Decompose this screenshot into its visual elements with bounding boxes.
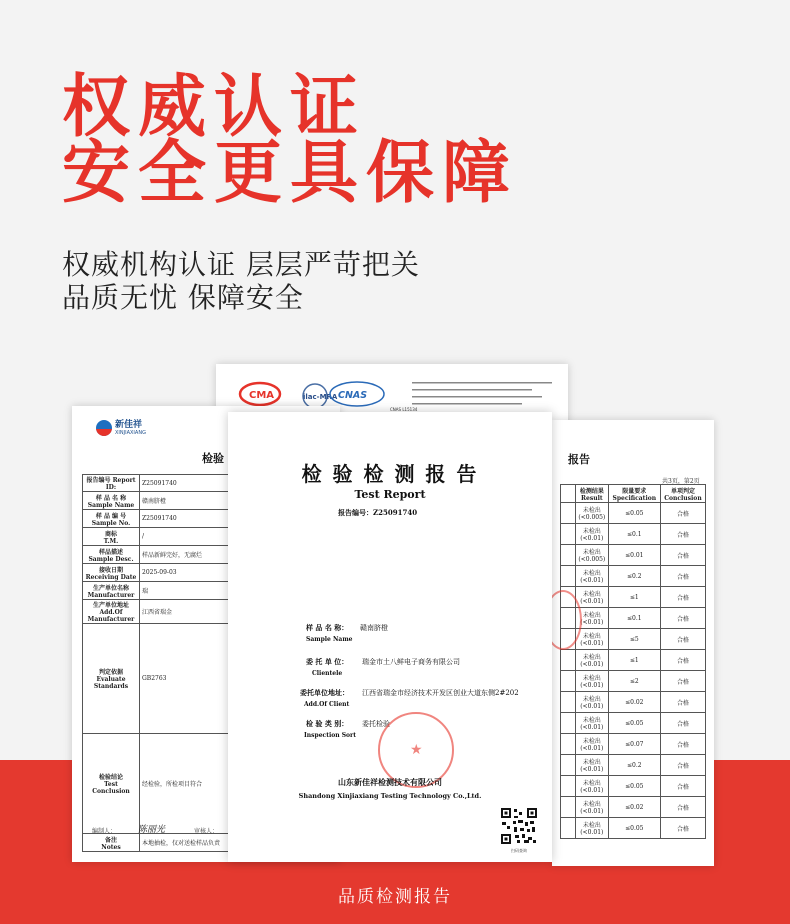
- qr-code: [500, 807, 538, 845]
- report-right-sheet: [552, 420, 714, 866]
- right-table-row: [561, 692, 706, 713]
- right-row-index-cell: [561, 524, 576, 545]
- client-addr-label-cn: 委托单位地址：: [300, 688, 349, 697]
- cnas-number: CNAS L15134: [390, 407, 418, 412]
- right-row-spec: ≤0.1: [608, 608, 660, 629]
- footer-caption: 品质检测报告: [338, 887, 452, 907]
- left-row-value: 瑞: [140, 582, 338, 600]
- right-row-concl: 合格: [660, 713, 705, 734]
- right-row-concl: 合格: [660, 776, 705, 797]
- left-row-label: 商标 T.M.: [83, 528, 140, 546]
- xinjiaxiang-logo-icon: [96, 420, 112, 436]
- right-row-result: 未检出 (<0.01): [576, 776, 609, 797]
- right-table-row: [561, 524, 706, 545]
- sample-name-value: 赣南脐橙: [360, 624, 388, 632]
- seal-star-icon: ★: [410, 742, 423, 758]
- right-row-result: 未检出 (<0.01): [576, 650, 609, 671]
- right-table-row: [561, 818, 706, 839]
- right-table-row: [561, 650, 706, 671]
- right-heading-fragment: 报告: [568, 453, 590, 466]
- right-row-result: 未检出 (<0.01): [576, 818, 609, 839]
- left-row-value: GB2763: [140, 624, 338, 734]
- right-table-row: [561, 545, 706, 566]
- right-table-row: [561, 587, 706, 608]
- right-row-result: 未检出 (<0.01): [576, 797, 609, 818]
- right-row-result: 未检出 (<0.005): [576, 545, 609, 566]
- left-row-label: 判定依据 Evaluate Standards: [83, 624, 140, 734]
- right-row-concl: 合格: [660, 608, 705, 629]
- left-row-value: 江西省瑞金: [140, 600, 338, 624]
- right-table-row: [561, 734, 706, 755]
- right-row-spec: ≤0.01: [608, 545, 660, 566]
- right-table-row: [561, 503, 706, 524]
- right-row-result: 未检出 (<0.005): [576, 503, 609, 524]
- right-row-index-cell: [561, 818, 576, 839]
- right-table-row: [561, 797, 706, 818]
- report-title-en: Test Report: [354, 488, 426, 501]
- right-row-concl: 合格: [660, 629, 705, 650]
- right-page-info: 共3页，第2页: [662, 478, 700, 485]
- right-table-row: [561, 608, 706, 629]
- left-heading-fragment: 检验: [202, 452, 224, 465]
- right-row-spec: ≤0.05: [608, 503, 660, 524]
- client-label-cn: 委 托 单 位：: [306, 657, 349, 666]
- org-name-en: Shandong Xinjiaxiang Testing Technology Co.,Ltd.: [298, 792, 482, 800]
- client-addr-value: 江西省瑞金市经济技术开发区创业大道东侧2#202: [362, 689, 519, 697]
- right-row-spec: ≤0.1: [608, 524, 660, 545]
- right-table-row: [561, 629, 706, 650]
- back-sheet-address-lines: [412, 382, 552, 405]
- right-row-result: 未检出 (<0.01): [576, 566, 609, 587]
- report-title-cn: 检 验 检 测 报 告: [301, 462, 479, 486]
- left-row-label: 生产单位地址 Add.Of Manufacturer: [83, 600, 140, 624]
- right-row-spec: ≤2: [608, 671, 660, 692]
- ilac-label: ilac-MRA: [303, 393, 338, 401]
- left-row-label: 样 品 名 称 Sample Name: [83, 492, 140, 510]
- right-row-result: 未检出 (<0.01): [576, 524, 609, 545]
- cma-label: CMA: [249, 390, 275, 401]
- inspect-label-en: Inspection Sort: [304, 732, 356, 739]
- header-result: 检测结果 Result: [576, 485, 609, 503]
- right-row-result: 未检出 (<0.01): [576, 755, 609, 776]
- right-row-index-cell: [561, 650, 576, 671]
- left-row-label: 样品描述 Sample Desc.: [83, 546, 140, 564]
- right-results-table: [560, 484, 706, 839]
- left-row-value: 本地抽检，仅对送检样品负责: [140, 834, 338, 852]
- report-number-label: 报告编号：: [338, 508, 373, 517]
- right-row-concl: 合格: [660, 650, 705, 671]
- ilac-logo: [303, 384, 338, 408]
- inspect-label-cn: 检 验 类 别：: [306, 719, 349, 728]
- sample-name-label-en: Sample Name: [306, 636, 353, 643]
- left-row-label: 接收日期 Receiving Date: [83, 564, 140, 582]
- right-row-result: 未检出 (<0.01): [576, 692, 609, 713]
- right-row-spec: ≤0.02: [608, 692, 660, 713]
- logo-en: XINJIAXIANG: [115, 429, 146, 436]
- right-row-result: 未检出 (<0.01): [576, 587, 609, 608]
- right-row-index-cell: [561, 545, 576, 566]
- report-number-row: [338, 508, 417, 518]
- right-row-concl: 合格: [660, 818, 705, 839]
- right-row-index-cell: [561, 776, 576, 797]
- left-row-value: 赣南脐橙: [140, 492, 338, 510]
- headline-line2: 安全更具保障: [62, 134, 519, 213]
- left-row-value: 样品新鲜完好，无腐烂: [140, 546, 338, 564]
- right-row-index-cell: [561, 566, 576, 587]
- subtitle-line1: 权威机构认证 层层严苛把关: [62, 248, 420, 281]
- right-row-concl: 合格: [660, 524, 705, 545]
- right-row-spec: ≤1: [608, 587, 660, 608]
- left-row-value: Z25091740: [140, 510, 338, 528]
- sample-name-label-cn: 样 品 名 称：: [306, 623, 349, 632]
- signer-label: 编制人：: [92, 828, 117, 835]
- headline-line1: 权威认证: [62, 68, 367, 147]
- right-row-spec: ≤0.05: [608, 713, 660, 734]
- left-row-value: Z25091740: [140, 475, 338, 492]
- right-row-index-cell: [561, 797, 576, 818]
- client-addr-label-en: Add.Of Client: [304, 701, 350, 708]
- right-row-index-cell: [561, 734, 576, 755]
- right-row-spec: ≤1: [608, 650, 660, 671]
- right-row-concl: 合格: [660, 755, 705, 776]
- client-value: 瑞金市土八鲜电子商务有限公司: [362, 658, 460, 666]
- right-row-concl: 合格: [660, 587, 705, 608]
- left-row-value: /: [140, 528, 338, 546]
- right-row-index-cell: [561, 671, 576, 692]
- org-name-cn: 山东新佳祥检测技术有限公司: [338, 777, 442, 787]
- left-row-label: 样 品 编 号 Sample No.: [83, 510, 140, 528]
- right-row-result: 未检出 (<0.01): [576, 671, 609, 692]
- header-spec: 限量要求 Specification: [608, 485, 660, 503]
- left-row-label: 备注 Notes: [83, 834, 140, 852]
- right-row-result: 未检出 (<0.01): [576, 629, 609, 650]
- reviewer-label: 审核人：: [194, 828, 219, 835]
- right-row-spec: ≤0.05: [608, 776, 660, 797]
- right-row-concl: 合格: [660, 545, 705, 566]
- right-row-index-cell: [561, 692, 576, 713]
- right-table-row: [561, 755, 706, 776]
- cnas-logo: [330, 382, 418, 412]
- right-row-index-cell: [561, 755, 576, 776]
- signer-signature: 陈丽光: [138, 825, 166, 835]
- cnas-label: CNAS: [338, 390, 368, 401]
- subtitle-line2: 品质无忧 保障安全: [62, 281, 304, 314]
- right-row-spec: ≤5: [608, 629, 660, 650]
- right-row-concl: 合格: [660, 671, 705, 692]
- right-row-result: 未检出 (<0.01): [576, 734, 609, 755]
- right-row-result: 未检出 (<0.01): [576, 713, 609, 734]
- right-row-spec: ≤0.07: [608, 734, 660, 755]
- left-row-label: 检验结论 Test Conclusion: [83, 734, 140, 834]
- report-number: Z25091740: [373, 508, 418, 517]
- right-table-row: [561, 713, 706, 734]
- right-row-spec: ≤0.05: [608, 818, 660, 839]
- left-row-label: 报告编号 Report ID:: [83, 475, 140, 492]
- right-table-row: [561, 671, 706, 692]
- right-row-result: 未检出 (<0.01): [576, 608, 609, 629]
- right-table-row: [561, 566, 706, 587]
- right-row-index-cell: [561, 713, 576, 734]
- right-row-spec: ≤0.2: [608, 566, 660, 587]
- report-main-sheet: [228, 412, 552, 862]
- right-row-spec: ≤0.02: [608, 797, 660, 818]
- xinjiaxiang-logo: [96, 420, 146, 436]
- inspect-value: 委托检验: [362, 720, 390, 728]
- right-row-index-cell: [561, 503, 576, 524]
- logo-cn: 新佳祥: [115, 419, 143, 430]
- right-row-spec: ≤0.2: [608, 755, 660, 776]
- right-row-concl: 合格: [660, 566, 705, 587]
- right-row-concl: 合格: [660, 503, 705, 524]
- left-row-value: 经检验，所检项目符合: [140, 734, 338, 834]
- header-conclusion: 单项判定 Conclusion: [660, 485, 705, 503]
- right-table-row: [561, 776, 706, 797]
- qr-caption: 扫码查询: [511, 848, 527, 853]
- right-row-concl: 合格: [660, 797, 705, 818]
- client-label-en: Clientele: [312, 670, 343, 677]
- right-row-concl: 合格: [660, 734, 705, 755]
- left-row-value: 2025-09-03: [140, 564, 338, 582]
- right-row-concl: 合格: [660, 692, 705, 713]
- left-row-label: 生产单位名称 Manufacturer: [83, 582, 140, 600]
